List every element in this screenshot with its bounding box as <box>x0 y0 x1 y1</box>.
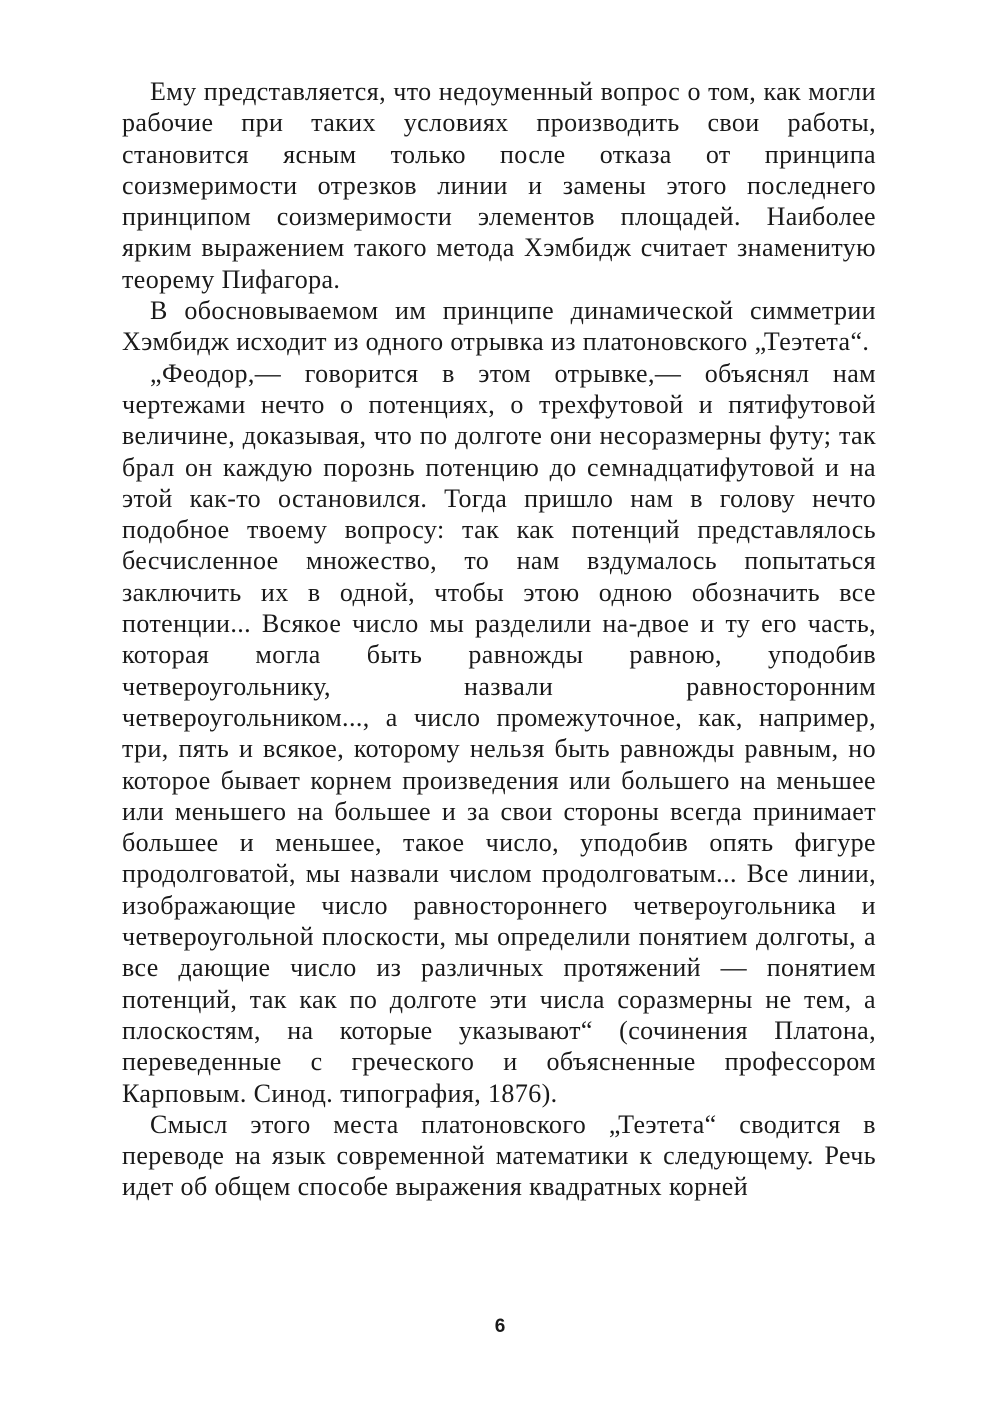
page-body <box>122 76 876 1203</box>
page-number: 6 <box>494 1316 506 1337</box>
paragraph-2: В обосновываемом им принципе динамической симметрии Хэмбидж исходит из одного отрывка из платоновского „Теэтета“. <box>122 296 876 357</box>
paragraph-1: Ему представляется, что недоуменный вопрос о том, как могли рабочие при таких условиях производить свои работы, становится ясным только после отказа от принципа соизмеримости отрезков линии и замены этого последнего принципом соизмеримости элементов площадей. Наиболее ярким выражением такого метода Хэмбидж считает знаменитую теорему Пифагора. <box>122 77 876 294</box>
paragraph-3: „Феодор,— говорится в этом отрывке,— объяснял нам чертежами нечто о потенциях, о трехфутовой и пятифутовой величине, доказывая, что по долготе они несоразмерны футу; так брал он каждую порознь потенцию до семнадцатифутовой и на этой как-то остановился. Тогда пришло нам в голову нечто подобное твоему вопросу: так как потенций представлялось бесчисленное множество, то нам вздумалось попытаться заключить их в одной, чтобы этою одною обозначить все потенции... Всякое число мы разделили на-двое и ту его часть, которая могла быть равножды равною, уподобив четвероугольнику, назвали равносторонним четвероугольником..., а число промежуточное, как, например, три, пять и всякое, которому нельзя быть равножды равным, но которое бывает корнем произведения или большего на меньшее или меньшего на большее и за свои стороны всегда принимает большее и меньшее, такое число, уподобив опять фигуре продолговатой, мы назвали числом продолговатым... Все линии, изображающие число равностороннего четвероугольника и четвероугольной плоскости, мы определили понятием долготы, а все дающие число из различных протяжений — понятием потенций, так как по долготе эти числа соразмерны не тем, а плоскостям, на которые указывают“ (сочинения Платона, переведенные с греческого и объясненные профессором Карповым. Синод. типография, 1876). <box>122 358 876 1108</box>
paragraph-4: Смысл этого места платоновского „Теэтета“ сводится в переводе на язык современной математики к следующему. Речь идет об общем способе выражения квадратных корней <box>122 1109 876 1202</box>
